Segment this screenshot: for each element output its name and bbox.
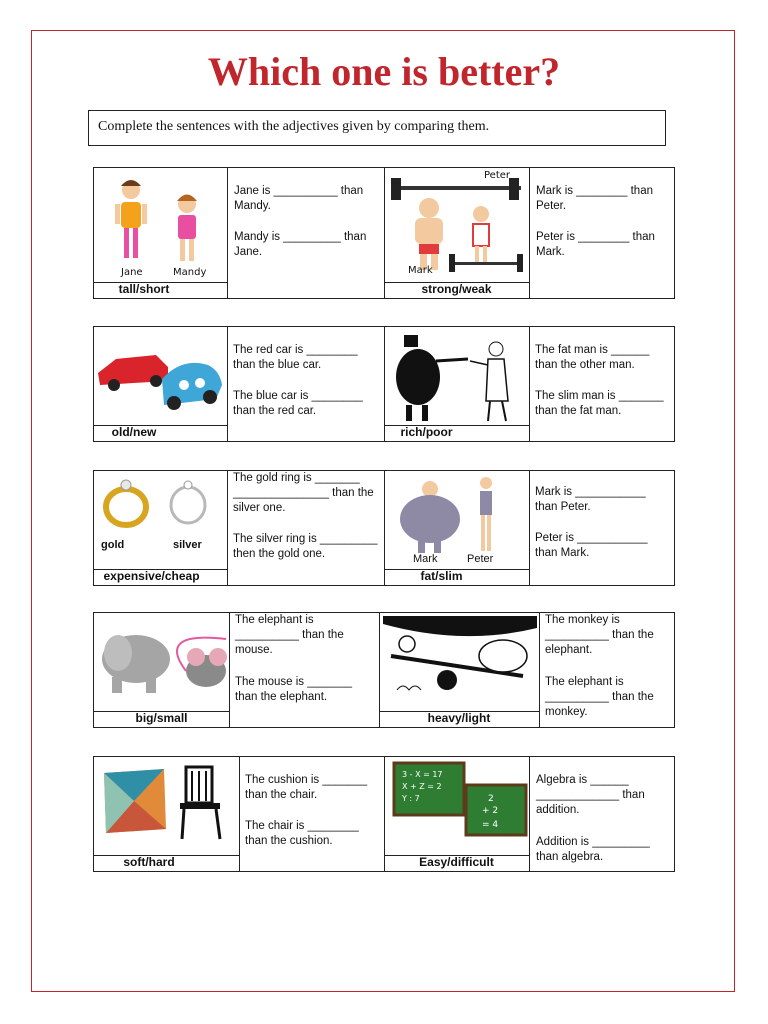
sentence: The elephant is __________ than the monkey.: [545, 676, 654, 718]
svg-text:2: 2: [488, 794, 494, 804]
silver-label: silver: [173, 539, 202, 551]
jane-label: Jane: [121, 267, 143, 278]
mark-label: Mark: [408, 265, 433, 276]
adjective-caption: rich/poor: [400, 425, 453, 439]
sentence: Addition is _________ than algebra.: [536, 836, 650, 863]
elephant-mouse-illustration: [96, 619, 228, 697]
adjective-caption: heavy/light: [427, 711, 491, 725]
sentence: The cushion is _______ than the chair.: [245, 774, 368, 801]
cars-illustration: [96, 333, 226, 419]
sentence: Algebra is ______ _____________ than addition.: [536, 774, 645, 816]
adjective-caption: fat/slim: [420, 569, 463, 583]
sentence: Mark is ___________ than Peter.: [535, 486, 646, 513]
sentence: Peter is ___________ than Mark.: [535, 532, 648, 559]
svg-text:Y : 7: Y : 7: [402, 794, 420, 803]
strongman-illustration: [389, 174, 525, 274]
fat-slim-illustration: [394, 475, 524, 555]
sentence: The gold ring is _______ _______________ than the silver one.: [233, 472, 374, 514]
adjective-caption: tall/short: [118, 282, 170, 296]
adjective-caption: expensive/cheap: [103, 569, 200, 583]
seesaw-illustration: [383, 616, 537, 700]
svg-text:= 4: = 4: [482, 820, 499, 830]
svg-text:X + Z = 2: X + Z = 2: [402, 782, 442, 791]
sentence: The red car is ________ than the blue car.: [233, 344, 358, 371]
exercise-card: [93, 326, 675, 442]
gold-label: gold: [101, 539, 125, 551]
cushion-chair-illustration: [100, 763, 236, 843]
sentence: Jane is __________ than Mandy.: [234, 185, 364, 212]
svg-text:3 - X = 17: 3 - X = 17: [402, 770, 443, 779]
rings-illustration: [100, 475, 220, 531]
sentence: The silver ring is _________ then the gold one.: [233, 533, 378, 560]
exercise-card: [93, 756, 675, 872]
page-title: Which one is better?: [207, 49, 561, 94]
instructions-box: Complete the sentences with the adjectives given by comparing them.: [88, 110, 666, 146]
exercise-card: [93, 167, 675, 299]
rich-poor-illustration: [392, 331, 526, 423]
peter-label: Peter: [484, 170, 511, 181]
adjective-caption: soft/hard: [123, 855, 175, 869]
sentence: Mark is ________ than Peter.: [536, 185, 653, 212]
sentence: The chair is ________ than the cushion.: [245, 820, 359, 847]
sentence: The slim man is _______ than the fat man.: [535, 390, 664, 417]
chalkboards-illustration: [392, 761, 528, 841]
exercise-card: [93, 470, 675, 586]
sentence: The blue car is ________ than the red car.: [233, 390, 363, 417]
exercise-card: [93, 612, 675, 728]
mandy-label: Mandy: [173, 267, 207, 278]
adjective-caption: big/small: [135, 711, 188, 725]
adjective-caption: Easy/difficult: [419, 855, 494, 869]
jane-mandy-illustration: [109, 174, 219, 272]
sentence: The mouse is _______ than the elephant.: [235, 676, 352, 703]
sentence: The monkey is __________ than the elephant.: [545, 614, 654, 656]
mark-label: Mark: [413, 553, 438, 565]
adjective-caption: old/new: [111, 425, 157, 439]
sentence: The elephant is __________ than the mouse.: [235, 614, 344, 656]
svg-text:+ 2: + 2: [482, 806, 499, 816]
adjective-caption: strong/weak: [421, 282, 492, 296]
sentence: Peter is ________ than Mark.: [536, 231, 655, 258]
sentence: Mandy is _________ than Jane.: [234, 231, 367, 258]
sentence: The fat man is ______ than the other man.: [535, 344, 650, 371]
peter-label: Peter: [467, 553, 494, 565]
